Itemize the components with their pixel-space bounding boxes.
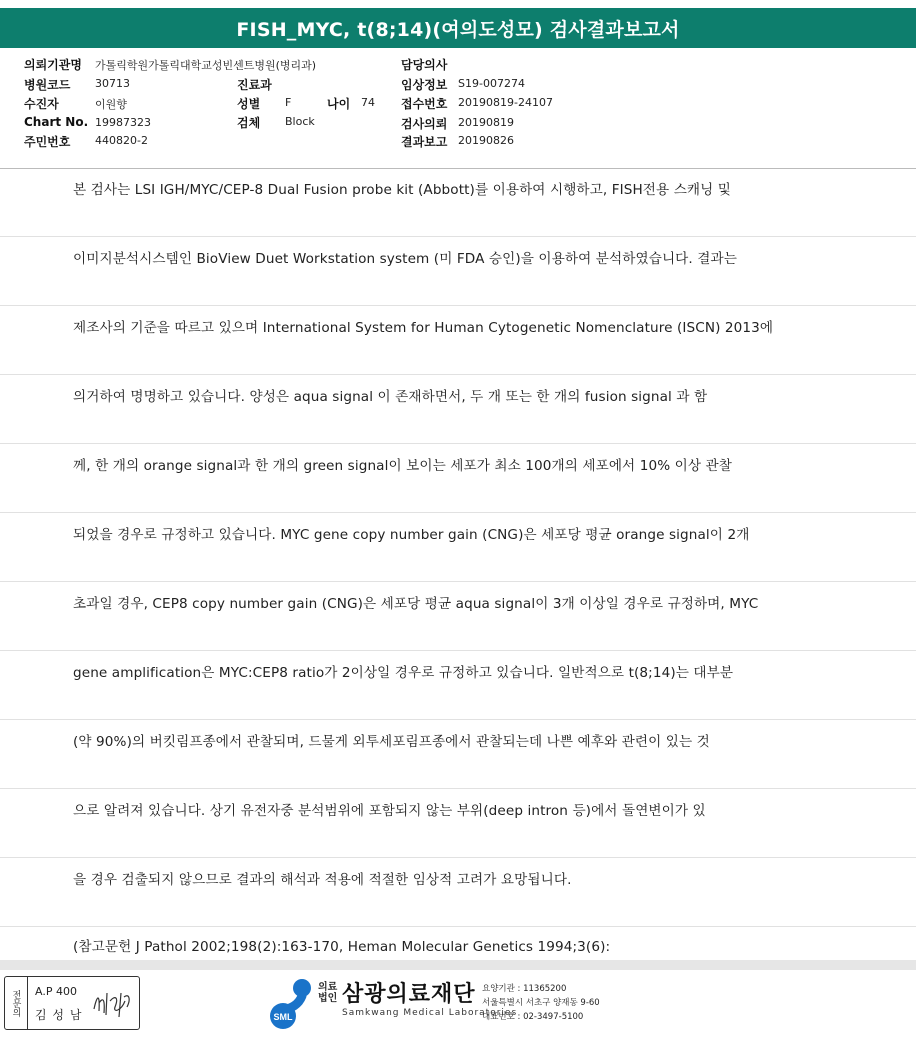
label-sex: 성별 — [237, 97, 261, 111]
sml-logo-icon — [268, 978, 316, 1030]
value-age: 74 — [361, 96, 375, 109]
report-line — [0, 375, 916, 444]
value-result-report-date: 20190826 — [458, 134, 514, 147]
handwritten-signature — [91, 987, 135, 1021]
value-specimen: Block — [285, 115, 315, 128]
report-title-bar — [0, 8, 916, 48]
specialist-signature-box — [4, 976, 140, 1030]
report-line-text: 본 검사는 LSI IGH/MYC/CEP-8 Dual Fusion probe kit (Abbott)를 이용하여 시행하고, FISH전용 스캐닝 및 — [73, 182, 732, 198]
label-clinical-info: 임상정보 — [401, 78, 448, 92]
contact-address: 서울특별시 서초구 양재동 9-60 — [482, 998, 600, 1008]
report-title: FISH_MYC, t(8;14)(여의도성모) 검사결과보고서 — [236, 18, 680, 41]
label-patient-name: 수진자 — [24, 97, 59, 111]
report-line — [0, 168, 916, 237]
value-patient-name: 이원향 — [95, 98, 127, 111]
contact-institution-code: 요양기관 : 11365200 — [482, 984, 567, 994]
report-line-text: 께, 한 개의 orange signal과 한 개의 green signal이 보이는 세포가 최소 100개의 세포에서 10% 이상 관찰 — [73, 458, 732, 474]
specialist-side-label: 전문의 — [5, 977, 28, 1029]
report-body — [0, 168, 916, 960]
report-line-text: gene amplification은 MYC:CEP8 ratio가 2이상일 경우로 규정하고 있습니다. 일반적으로 t(8;14)는 대부분 — [73, 665, 734, 681]
value-clinical-info: S19-007274 — [458, 77, 525, 90]
value-requesting-institution: 가톨릭학원가톨릭대학교성빈센트병원(병리과) — [95, 59, 317, 72]
label-age: 나이 — [327, 97, 351, 111]
report-line-text: (참고문헌 J Pathol 2002;198(2):163-170, Heman Molecular Genetics 1994;3(6): — [73, 939, 611, 955]
report-line — [0, 927, 916, 960]
report-line — [0, 582, 916, 651]
samkwang-logo — [268, 974, 608, 1034]
contact-phone: 대표번호 : 02-3497-5100 — [482, 1012, 584, 1022]
report-line — [0, 306, 916, 375]
label-receipt-number: 접수번호 — [401, 97, 448, 111]
report-line-text: 의거하여 명명하고 있습니다. 양성은 aqua signal 이 존재하면서, 두 개 또는 한 개의 fusion signal 과 함 — [73, 389, 708, 405]
footer-divider — [0, 960, 916, 970]
report-line — [0, 789, 916, 858]
logo-english-name: Samkwang Medical Laboratories — [342, 1008, 518, 1018]
value-test-request-date: 20190819 — [458, 116, 514, 129]
label-chart-no: Chart No. — [24, 115, 89, 129]
report-line-text: 제조사의 기준을 따르고 있으며 International System for Human Cytogenetic Nomenclature (ISCN) 2013에 — [73, 320, 774, 336]
report-footer — [0, 970, 916, 1040]
label-hospital-code: 병원코드 — [24, 78, 71, 92]
specialist-name: 김 성 남 — [35, 1008, 83, 1022]
value-resident-number: 440820-2 — [95, 134, 148, 147]
report-line — [0, 444, 916, 513]
report-line — [0, 720, 916, 789]
report-line — [0, 858, 916, 927]
report-line — [0, 237, 916, 306]
value-hospital-code: 30713 — [95, 77, 130, 90]
report-line-text: 되었을 경우로 규정하고 있습니다. MYC gene copy number gain (CNG)은 세포당 평균 orange signal이 2개 — [73, 527, 750, 543]
logo-small-bottom: 법인 — [318, 993, 338, 1004]
label-physician: 담당의사 — [401, 58, 448, 72]
report-line-text: 초과일 경우, CEP8 copy number gain (CNG)은 세포당 평균 aqua signal이 3개 이상일 경우로 규정하며, MYC — [73, 596, 759, 612]
logo-name: 삼광의료재단 — [342, 982, 476, 1007]
report-line-text: 을 경우 검출되지 않으므로 결과의 해석과 적용에 적절한 임상적 고려가 요망됩니다. — [73, 872, 572, 888]
specialist-code: A.P 400 — [35, 985, 77, 998]
report-line — [0, 651, 916, 720]
label-test-request-date: 검사의뢰 — [401, 117, 448, 131]
patient-info-panel — [0, 48, 916, 169]
logo-small-top: 의료 — [318, 982, 338, 993]
label-result-report-date: 결과보고 — [401, 135, 448, 149]
value-chart-no: 19987323 — [95, 116, 151, 129]
value-receipt-number: 20190819-24107 — [458, 96, 553, 109]
label-requesting-institution: 의뢰기관명 — [24, 58, 82, 72]
label-specimen: 검체 — [237, 116, 261, 130]
report-line-text: (약 90%)의 버킷림프종에서 관찰되며, 드물게 외투세포림프종에서 관찰되는데 나쁜 예후와 관련이 있는 것 — [73, 734, 710, 750]
logo-badge-text: SML — [273, 1012, 293, 1022]
label-department: 진료과 — [237, 78, 272, 92]
value-sex: F — [285, 96, 292, 109]
label-resident-number: 주민번호 — [24, 135, 71, 149]
report-line-text: 으로 알려져 있습니다. 상기 유전자중 분석범위에 포함되지 않는 부위(deep intron 등)에서 돌연변이가 있 — [73, 803, 706, 819]
report-line — [0, 513, 916, 582]
report-line-text: 이미지분석시스템인 BioView Duet Workstation system (미 FDA 승인)을 이용하여 분석하였습니다. 결과는 — [73, 251, 737, 267]
